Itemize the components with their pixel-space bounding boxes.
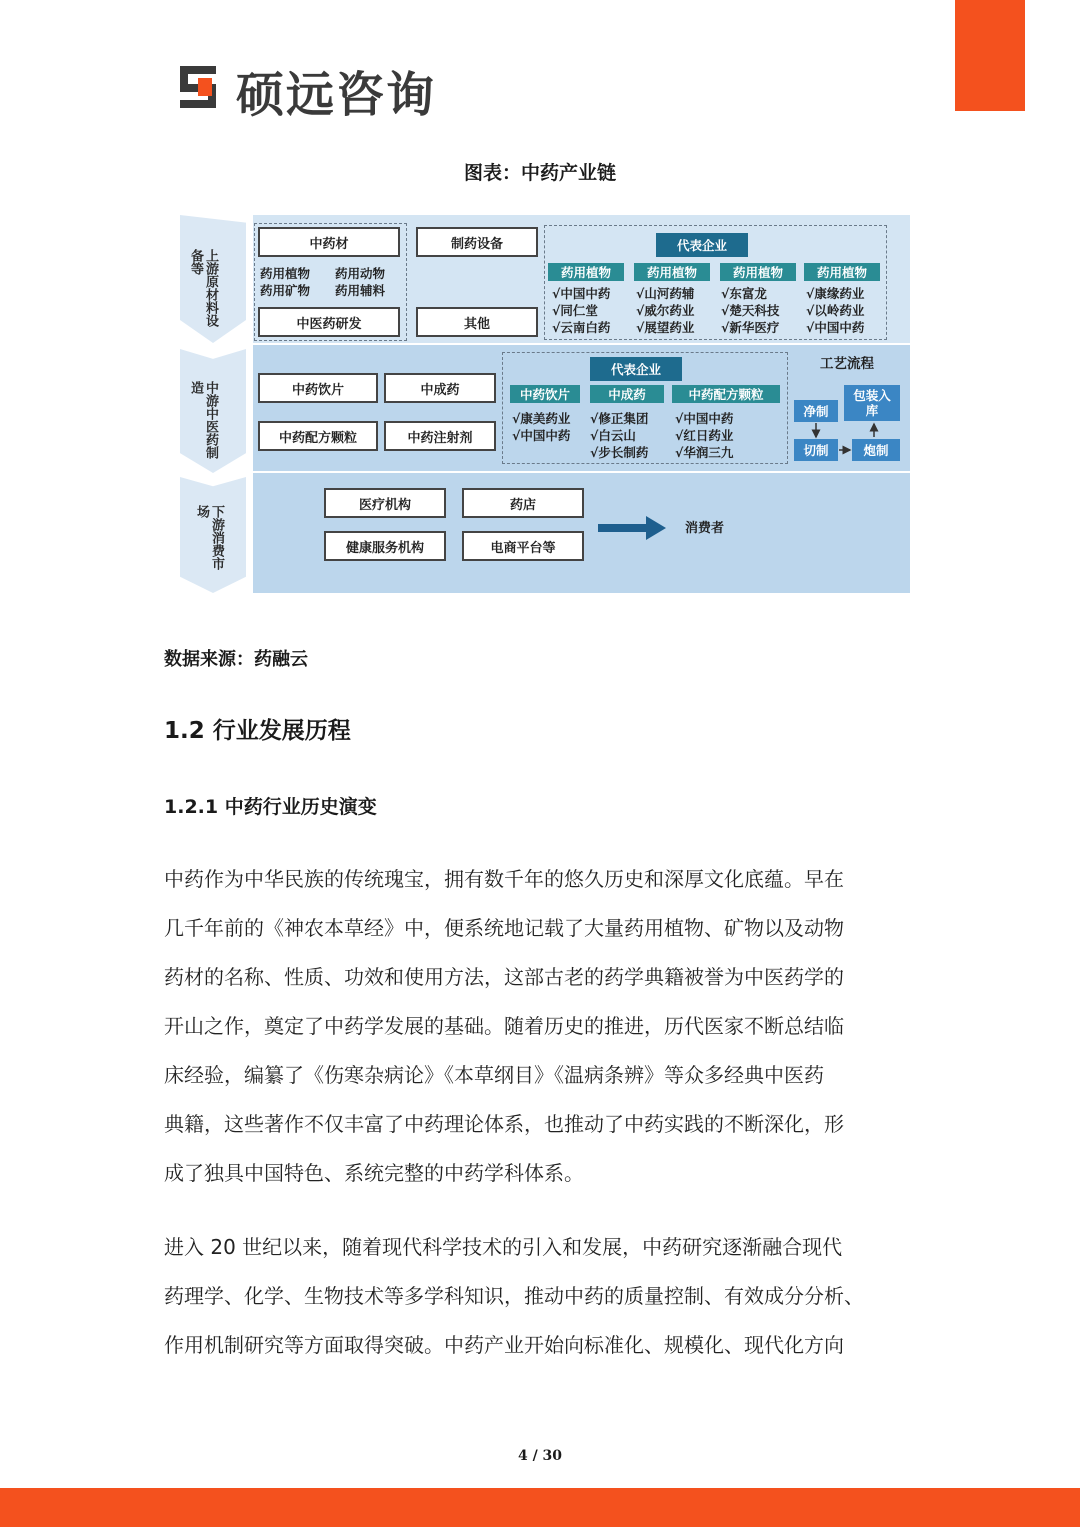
midstream-company: √中国中药 [512,428,571,443]
material-item: 药用辅料 [335,283,386,298]
material-item: 药用动物 [335,266,386,281]
midstream-category: 中成药 [590,385,664,403]
midstream-box-granules: 中药配方颗粒 [258,421,378,451]
paragraph-line: 中药作为中华民族的传统瑰宝，拥有数千年的悠久历史和深厚文化底蕴。早在 [164,867,844,891]
paragraph-line: 药理学、化学、生物技术等多学科知识，推动中药的质量控制、有效成分分析、 [164,1284,864,1308]
upstream-company: √中国中药 [552,286,611,301]
material-item: 药用植物 [260,266,311,281]
downstream-box-health-service: 健康服务机构 [324,531,446,561]
midstream-box-slices: 中药饮片 [258,373,378,403]
upstream-box-equipment: 制药设备 [416,227,538,257]
midstream-box-patent: 中成药 [384,373,496,403]
page-number: 4 / 30 [517,1448,563,1464]
process-step-package-label: 包装入库 [853,388,891,418]
material-item: 药用矿物 [260,283,311,298]
paragraph-line: 典籍，这些著作不仅丰富了中药理论体系，也推动了中药实践的不断深化，形 [164,1112,844,1136]
midstream-box-injection: 中药注射剂 [384,421,496,451]
paragraph-line: 作用机制研究等方面取得突破。中药产业开始向标准化、规模化、现代化方向 [164,1333,844,1357]
upstream-company: √东富龙 [721,286,767,301]
process-step-clean: 净制 [794,400,838,422]
upstream-company: √威尔药业 [636,303,695,318]
midstream-category: 中药饮片 [510,385,580,403]
paragraph-line: 成了独具中国特色、系统完整的中药学科体系。 [164,1161,584,1185]
midstream-company: √白云山 [590,428,636,443]
process-arrows [780,415,910,455]
upstream-company: √新华医疗 [721,320,780,335]
paragraph-line: 药材的名称、性质、功效和使用方法，这部古老的药学典籍被誉为中医药学的 [164,965,844,989]
downstream-box-ecommerce: 电商平台等 [462,531,584,561]
midstream-company: √中国中药 [675,411,734,426]
upstream-company: √山河药辅 [636,286,695,301]
upstream-stage-label: 上游原材料设备等 [188,249,218,327]
paragraph [164,855,920,1198]
upstream-box-rnd: 中医药研发 [258,307,400,337]
upstream-box-materials: 中药材 [258,227,400,257]
consumer-label: 消费者 [685,521,725,536]
header-accent-tab [955,0,1025,111]
downstream-box-pharmacy: 药店 [462,488,584,518]
paragraph-line: 几千年前的《神农本草经》中，便系统地记载了大量药用植物、矿物以及动物 [164,916,844,940]
midstream-company: √红日药业 [675,428,734,443]
upstream-company: √楚天科技 [721,303,780,318]
industry-chain-diagram [180,215,910,593]
downstream-box-hospital: 医疗机构 [324,488,446,518]
upstream-company: √康缘药业 [806,286,865,301]
upstream-category: 药用植物 [720,263,796,281]
process-step-cut: 切制 [794,439,838,461]
figure-source: 数据来源：药融云 [164,649,308,670]
footer-accent-bar [0,1488,1080,1527]
figure-title: 图表：中药产业链 [463,162,616,184]
paragraph-line: 床经验，编纂了《伤寒杂病论》《本草纲目》《温病条辨》等众多经典中医药 [164,1063,824,1087]
brand-name: 硕远咨询 [236,67,437,123]
arrow-right-icon [598,515,666,541]
upstream-company: √中国中药 [806,320,865,335]
section-heading: 1.2 行业发展历程 [164,718,351,744]
upstream-company: √同仁堂 [552,303,598,318]
upstream-company: √以岭药业 [806,303,865,318]
midstream-companies-tag: 代表企业 [590,357,682,381]
upstream-company: √云南白药 [552,320,611,335]
process-title: 工艺流程 [820,356,874,372]
upstream-category: 药用植物 [634,263,710,281]
midstream-company: √修正集团 [590,411,649,426]
upstream-company: √展望药业 [636,320,695,335]
midstream-company: √步长制药 [590,445,649,460]
midstream-company: √华润三九 [675,445,734,460]
upstream-category: 药用植物 [548,263,624,281]
upstream-category: 药用植物 [804,263,880,281]
paragraph-line: 开山之作，奠定了中药学发展的基础。随着历史的推进，历代医家不断总结临 [164,1014,844,1038]
paragraph [164,1223,920,1370]
upstream-box-other: 其他 [416,307,538,337]
process-step-process: 炮制 [852,439,900,461]
midstream-stage-label: 中游中医药制造 [188,381,218,459]
midstream-company: √康美药业 [512,411,571,426]
midstream-category: 中药配方颗粒 [672,385,780,403]
subsection-heading: 1.2.1 中药行业历史演变 [164,796,377,818]
downstream-stage-label: 下游消费市场 [194,505,224,570]
paragraph-line: 进入 20 世纪以来，随着现代科学技术的引入和发展，中药研究逐渐融合现代 [164,1235,843,1259]
brand-logo-icon [178,64,228,110]
upstream-companies-tag: 代表企业 [656,233,748,257]
